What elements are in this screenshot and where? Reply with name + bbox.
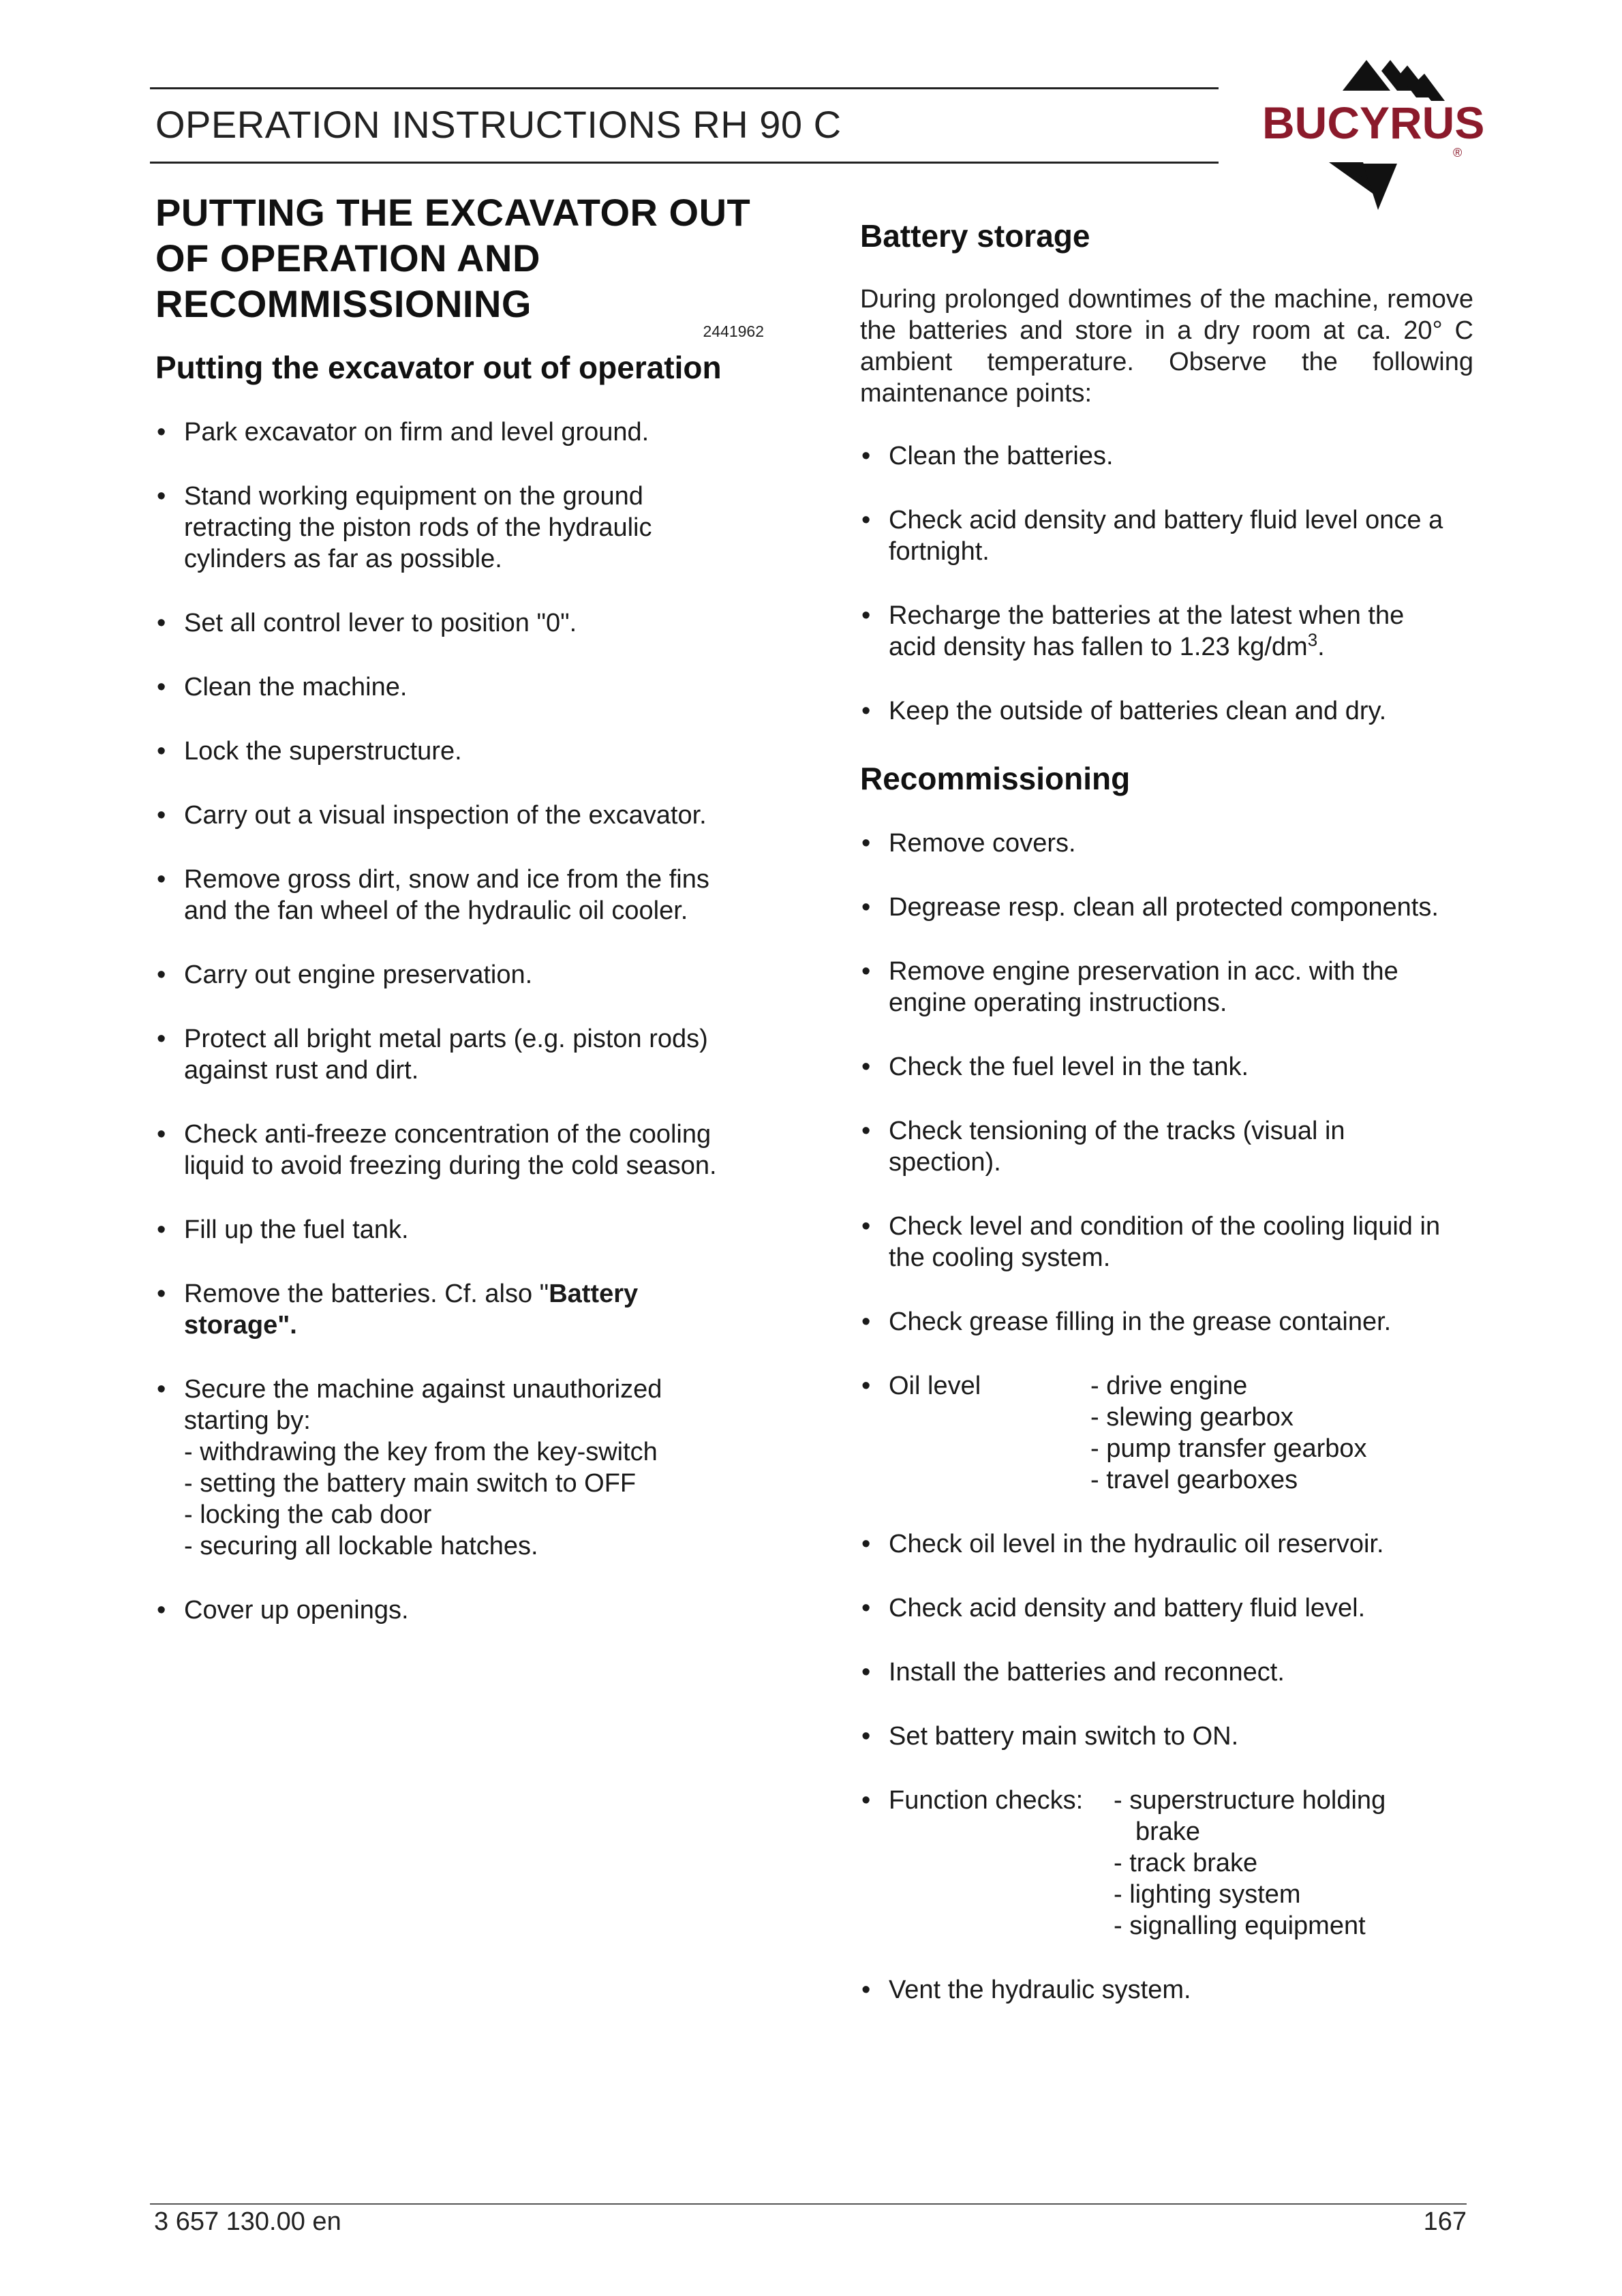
out-of-operation-list xyxy=(155,417,769,1626)
bullet-icon: • xyxy=(157,1215,166,1244)
page-header-title: OPERATION INSTRUCTIONS RH 90 C xyxy=(155,103,842,146)
list-item: • Check level and condition of the cooling liquid in the cooling system. xyxy=(861,1212,1441,1272)
bullet-icon: • xyxy=(861,1117,871,1145)
bullet-icon: • xyxy=(861,1786,871,1815)
document-number: 2441962 xyxy=(703,322,764,340)
list-item: • Check the fuel level in the tank. xyxy=(861,1053,1249,1081)
bullet-icon: • xyxy=(861,1372,871,1400)
main-title-line-3: RECOMMISSIONING xyxy=(155,282,532,325)
bullet-icon: • xyxy=(861,1308,871,1336)
list-item: • Remove the batteries. Cf. also "Battery storage". xyxy=(157,1280,639,1340)
bullet-icon: • xyxy=(861,1722,871,1751)
list-item: • Stand working equipment on the ground retracting the piston rods of the hydraulic cylinders as far as possible. xyxy=(157,482,652,573)
list-item: • Cover up openings. xyxy=(157,1596,409,1625)
bullet-icon: • xyxy=(157,1375,166,1404)
list-item: • Carry out engine preservation. xyxy=(157,961,533,989)
list-item: • Park excavator on firm and level ground. xyxy=(157,418,649,447)
list-item: • Carry out a visual inspection of the excavator. xyxy=(157,801,707,830)
bullet-icon: • xyxy=(861,1976,871,2004)
bullet-icon: • xyxy=(157,1596,166,1625)
bullet-icon: • xyxy=(861,1053,871,1081)
list-item: • Oil level - drive engine - slewing gearbox - pump transfer gearbox - travel gearboxes xyxy=(861,1372,1367,1494)
bullet-icon: • xyxy=(157,1025,166,1053)
footer-document-code: 3 657 130.00 en xyxy=(154,2207,341,2236)
list-item: • Remove engine preservation in acc. with the engine operating instructions. xyxy=(861,957,1398,1017)
main-title-line-2: OF OPERATION AND xyxy=(155,237,540,280)
battery-storage-list xyxy=(860,440,1473,727)
bullet-icon: • xyxy=(861,893,871,922)
list-item: • Secure the machine against unauthorized starting by: - withdrawing the key from the key-switch - setting the battery main switch to OFF - locking the cab door - securing all lockable hatches. xyxy=(157,1375,662,1560)
bucyrus-logo xyxy=(1261,53,1520,217)
list-item: • Check anti-freeze concentration of the cooling liquid to avoid freezing during the cold season. xyxy=(157,1120,717,1180)
bullet-icon: • xyxy=(157,482,166,511)
list-item: • Remove gross dirt, snow and ice from the fins and the fan wheel of the hydraulic oil cooler. xyxy=(157,865,709,925)
bullet-icon: • xyxy=(861,1658,871,1687)
bullet-icon: • xyxy=(157,801,166,830)
list-item: • Function checks: - superstructure holding brake - track brake - lighting system - signalling equipment xyxy=(861,1786,1386,1940)
bullet-icon: • xyxy=(157,418,166,447)
bullet-icon: • xyxy=(861,829,871,858)
oil-level-label: Oil level xyxy=(889,1372,981,1400)
list-item: • Clean the batteries. xyxy=(861,442,1114,470)
list-item: • Set all control lever to position "0". xyxy=(157,609,577,637)
list-item: • Degrease resp. clean all protected components. xyxy=(861,893,1439,922)
bullet-icon: • xyxy=(861,1594,871,1622)
list-item: • Remove covers. xyxy=(861,829,1076,858)
bullet-icon: • xyxy=(861,697,871,725)
section-heading-battery-storage: Battery storage xyxy=(860,218,1090,254)
list-item: • Clean the machine. xyxy=(157,673,408,701)
battery-storage-paragraph: During prolonged downtimes of the machine, remove the batteries and store in a dry room at ca. 20° C ambient temperature. Observe the following maintenance points: xyxy=(860,285,1473,408)
list-item: • Vent the hydraulic system. xyxy=(861,1976,1191,2004)
bullet-icon: • xyxy=(157,609,166,637)
bullet-icon: • xyxy=(157,673,166,701)
footer-rule xyxy=(150,2203,1467,2205)
battery-storage-reference: Battery storage". xyxy=(184,1280,639,1340)
logo-registered-mark: ® xyxy=(1453,146,1463,160)
right-column xyxy=(860,217,1473,2038)
footer-page-number: 167 xyxy=(1423,2207,1467,2236)
list-item: • Recharge the batteries at the latest when the acid density has fallen to 1.23 $kg/dm^3$. xyxy=(861,601,1405,661)
section-heading-recommissioning: Recommissioning xyxy=(860,761,1131,796)
list-item: • Protect all bright metal parts (e.g. piston rods) against rust and dirt. xyxy=(157,1025,708,1085)
section-heading-out-of-operation: Putting the excavator out of operation xyxy=(155,350,722,385)
list-item: • Check tensioning of the tracks (visual in spection). xyxy=(861,1117,1345,1177)
bullet-icon: • xyxy=(861,506,871,534)
bullet-icon: • xyxy=(157,865,166,894)
bullet-icon: • xyxy=(861,1530,871,1558)
list-item: • Keep the outside of batteries clean and dry. xyxy=(861,697,1387,725)
list-item: • Install the batteries and reconnect. xyxy=(861,1658,1285,1687)
main-title-line-1: PUTTING THE EXCAVATOR OUT xyxy=(155,191,751,234)
list-item: • Fill up the fuel tank. xyxy=(157,1215,409,1244)
header-rule-top xyxy=(150,87,1219,89)
list-item: • Check acid density and battery fluid level once a fortnight. xyxy=(861,506,1443,566)
bullet-icon: • xyxy=(157,737,166,766)
bullet-icon: • xyxy=(861,442,871,470)
list-item: • Lock the superstructure. xyxy=(157,737,462,766)
bullet-icon: • xyxy=(157,1120,166,1149)
recommissioning-list xyxy=(860,828,1473,2006)
list-item: • Check oil level in the hydraulic oil reservoir. xyxy=(861,1530,1384,1558)
logo-wordmark: BUCYRUS xyxy=(1262,97,1485,148)
list-item: • Check acid density and battery fluid level. xyxy=(861,1594,1366,1622)
list-item: • Check grease filling in the grease container. xyxy=(861,1308,1392,1336)
left-column xyxy=(155,190,769,1659)
bullet-icon: • xyxy=(861,1212,871,1241)
bullet-icon: • xyxy=(861,957,871,986)
bullet-icon: • xyxy=(157,1280,166,1308)
bullet-icon: • xyxy=(861,601,871,630)
list-item: • Set battery main switch to ON. xyxy=(861,1722,1239,1751)
header-rule-bottom xyxy=(150,162,1219,164)
function-checks-label: Function checks: xyxy=(889,1786,1084,1815)
bucyrus-logo-mark xyxy=(1261,53,1520,217)
bullet-icon: • xyxy=(157,961,166,989)
